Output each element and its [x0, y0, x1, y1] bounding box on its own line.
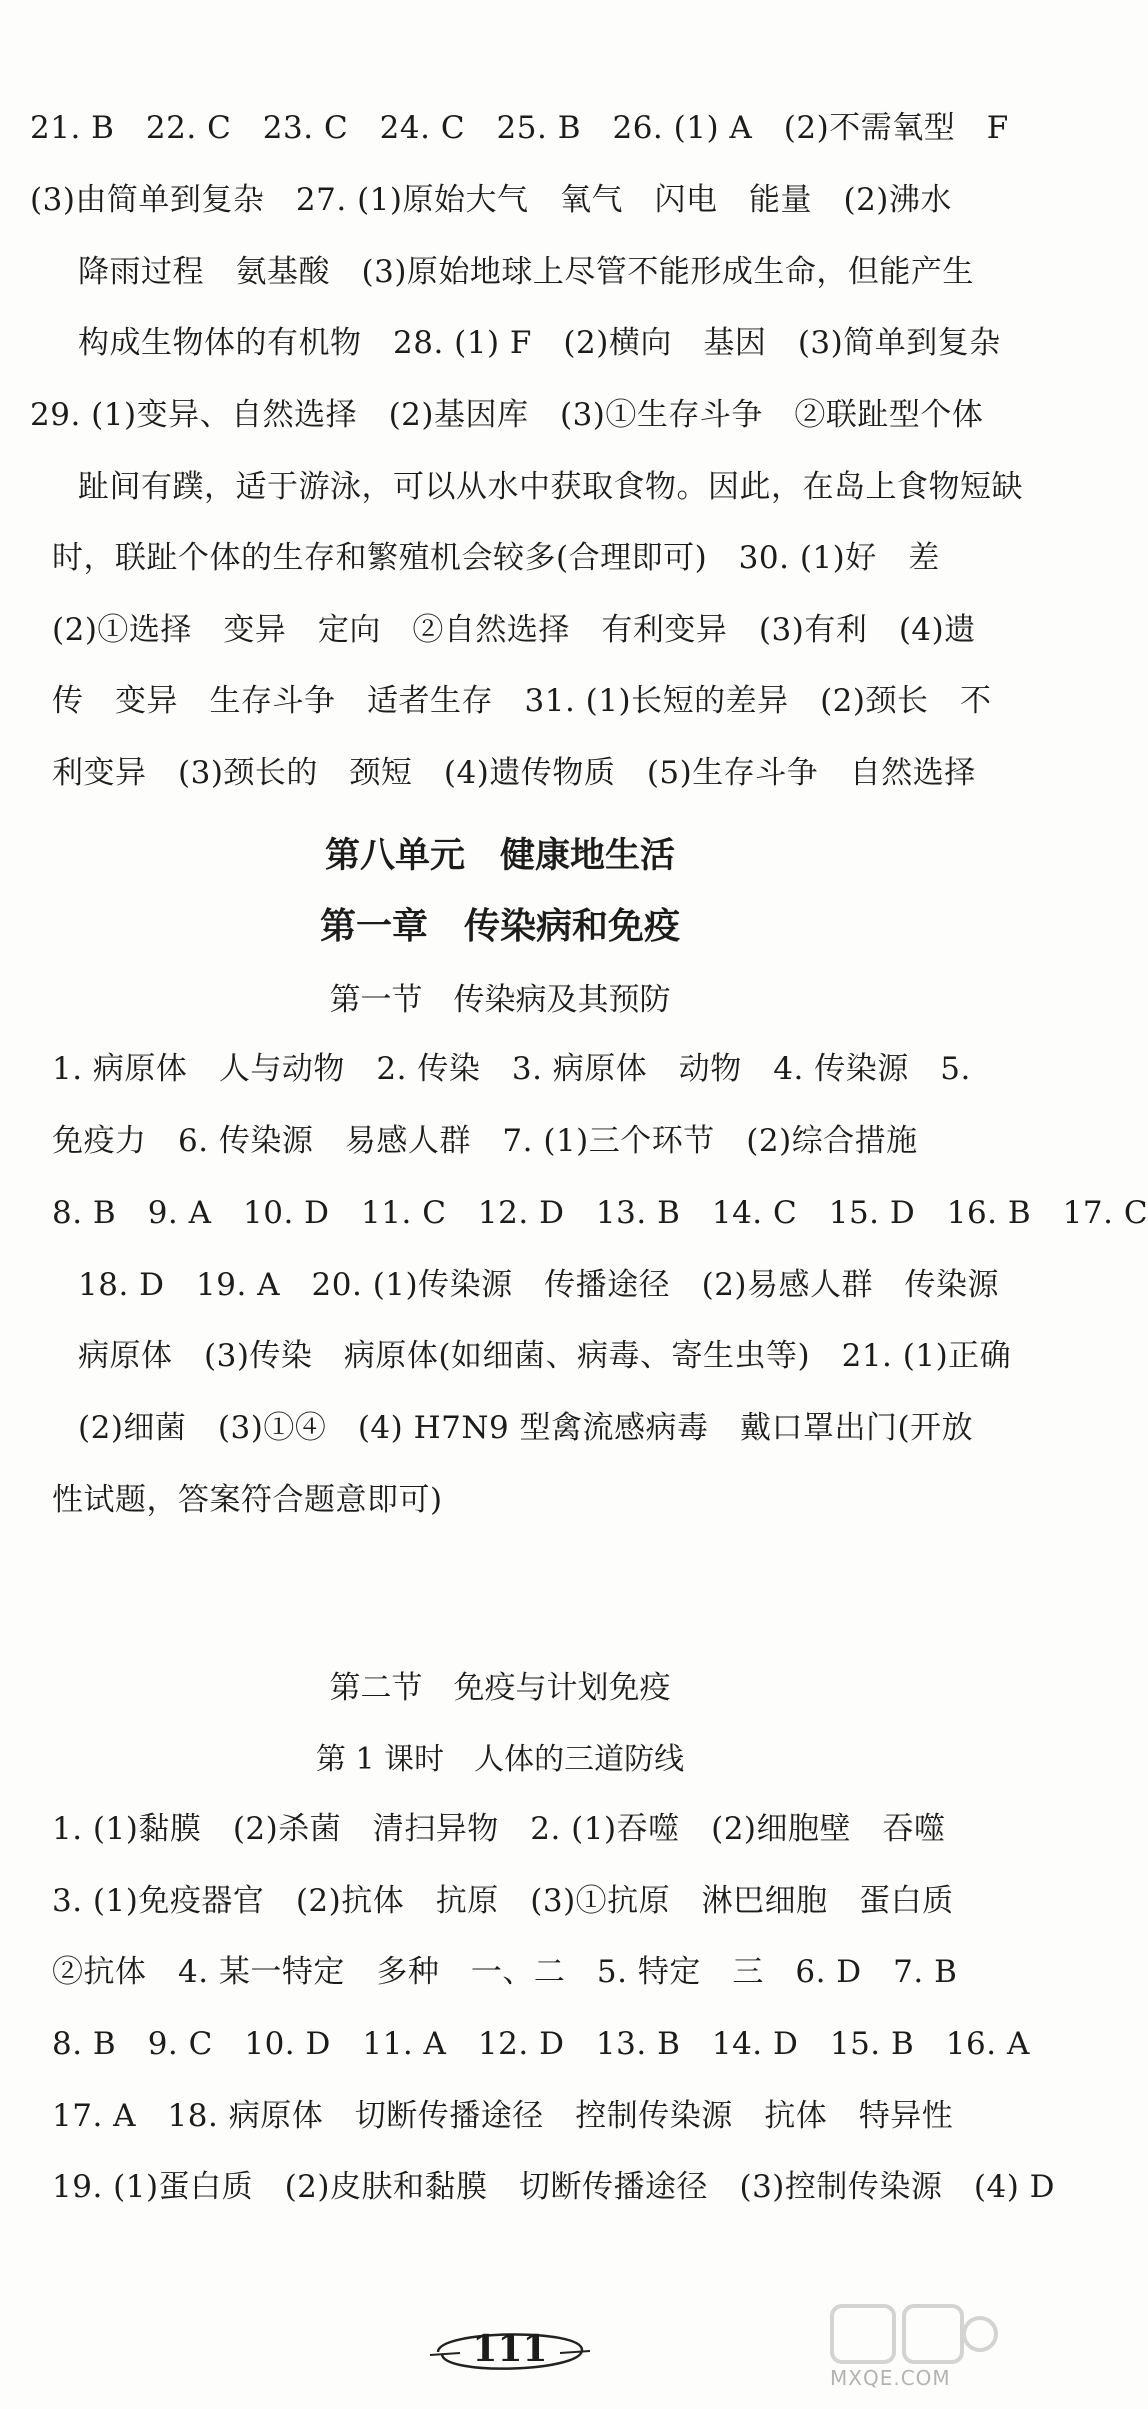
answer-line: (2)细菌 (3)①④ (4) H7N9 型禽流感病毒 戴口罩出门(开放 — [78, 1410, 974, 1446]
answer-line: (2)①选择 变异 定向 ②自然选择 有利变异 (3)有利 (4)遗 — [52, 612, 976, 648]
answer-line: 性试题，答案符合题意即可) — [52, 1482, 443, 1518]
answer-line: 19. (1)蛋白质 (2)皮肤和黏膜 切断传播途径 (3)控制传染源 (4) D — [52, 2169, 1056, 2205]
answer-line: 降雨过程 氨基酸 (3)原始地球上尽管不能形成生命，但能产生 — [78, 254, 974, 290]
answer-line: 8. B 9. C 10. D 11. A 12. D 13. B 14. D 15. B 16. A — [52, 2026, 1030, 2062]
answer-line: 利变异 (3)颈长的 颈短 (4)遗传物质 (5)生存斗争 自然选择 — [52, 755, 976, 791]
answer-line: 病原体 (3)传染 病原体(如细菌、病毒、寄生虫等) 21. (1)正确 — [78, 1338, 1012, 1374]
answer-line: 时，联趾个体的生存和繁殖机会较多(合理即可) 30. (1)好 差 — [52, 540, 940, 576]
answer-line: 21. B 22. C 23. C 24. C 25. B 26. (1) A (2)不需氧型 F — [30, 110, 1009, 146]
answer-line: 传 变异 生存斗争 适者生存 31. (1)长短的差异 (2)颈长 不 — [52, 683, 992, 719]
answer-line: 3. (1)免疫器官 (2)抗体 抗原 (3)①抗原 淋巴细胞 蛋白质 — [52, 1883, 954, 1919]
answer-line: (3)由简单到复杂 27. (1)原始大气 氧气 闪电 能量 (2)沸水 — [30, 182, 952, 218]
answer-line: 趾间有蹼，适于游泳，可以从水中获取食物。因此，在岛上食物短缺 — [78, 469, 1023, 505]
answer-line: 17. A 18. 病原体 切断传播途径 控制传染源 抗体 特异性 — [52, 2098, 954, 2134]
page-number: 111 — [472, 2328, 548, 2370]
section-heading: 第一节 传染病及其预防 — [329, 982, 671, 1018]
answer-line: 18. D 19. A 20. (1)传染源 传播途径 (2)易感人群 传染源 — [78, 1267, 1000, 1303]
lesson-heading: 第 1 课时 人体的三道防线 — [315, 1742, 685, 1777]
answer-line: 29. (1)变异、自然选择 (2)基因库 (3)①生存斗争 ②联趾型个体 — [30, 397, 984, 433]
answer-line: 构成生物体的有机物 28. (1) F (2)横向 基因 (3)简单到复杂 — [78, 325, 1001, 361]
answer-line: 1. (1)黏膜 (2)杀菌 清扫异物 2. (1)吞噬 (2)细胞壁 吞噬 — [52, 1811, 946, 1847]
answer-line: 8. B 9. A 10. D 11. C 12. D 13. B 14. C 15. D 16. B 17. C — [52, 1195, 1148, 1231]
answer-line: 1. 病原体 人与动物 2. 传染 3. 病原体 动物 4. 传染源 5. — [52, 1051, 971, 1087]
watermark-text: MXQE.COM — [830, 2366, 951, 2390]
unit-heading: 第八单元 健康地生活 — [324, 836, 675, 876]
answer-line: ②抗体 4. 某一特定 多种 一、二 5. 特定 三 6. D 7. B — [52, 1954, 958, 1990]
answer-line: 免疫力 6. 传染源 易感人群 7. (1)三个环节 (2)综合措施 — [52, 1123, 918, 1159]
page-number-badge — [430, 2322, 590, 2382]
chapter-heading: 第一章 传染病和免疫 — [319, 905, 680, 947]
section-heading: 第二节 免疫与计划免疫 — [329, 1670, 671, 1706]
watermark-logo-icon — [822, 2300, 1000, 2409]
